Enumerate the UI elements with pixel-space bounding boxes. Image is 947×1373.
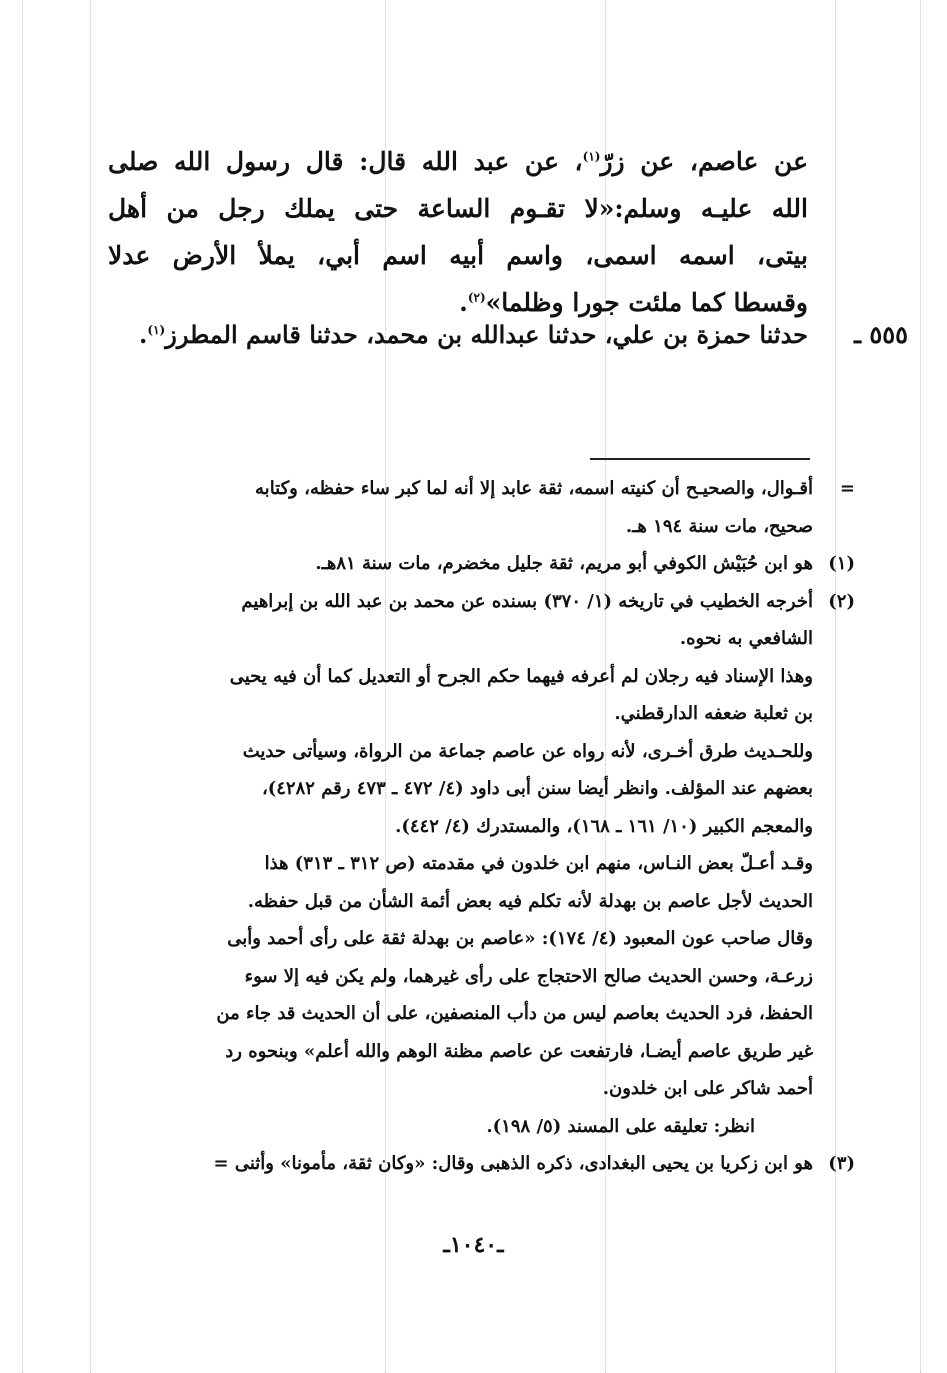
hadith-number: ٥٥٥ ـ <box>853 320 908 349</box>
footnote-line: وللحـديث طرق أخـرى، لأنه رواه عن عاصم جماعة من الرواة، وسيأتى حديث <box>242 740 813 762</box>
footnote-line: زرعـة، وحسن الحديث صالح الاحتجاج على رأى غيرهما، ولم يكن فيه إلا سوء <box>244 965 813 987</box>
scan-guide-line <box>22 0 23 1373</box>
main-line-3: بيتى، اسمه اسمى، واسم أبيه اسم أبي، يملأ الأرض عدلا <box>108 241 808 270</box>
footnote-3 <box>108 1145 855 1183</box>
footnote-marker: (١) <box>828 553 855 574</box>
footnote-line: والمعجم الكبير (١٠/ ١٦١ ـ ١٦٨)، والمستدرك (٤/ ٤٤٢). <box>395 815 813 837</box>
main-line-2: الله عليـه وسلم:«لا تقـوم الساعة حتى يملك رجل من أهل <box>108 194 808 223</box>
footnote-line: بعضهم عند المؤلف. وانظر أيضا سنن أبى داود (٤/ ٤٧٢ ـ ٤٧٣ رقم ٤٢٨٢)، <box>261 778 813 799</box>
footnote-marker: (٢) <box>828 590 855 612</box>
footnote-ref-2[interactable]: (٢) <box>467 290 486 305</box>
hadith-555: ٥٥٥ ـ حدثنا حمزة بن علي، حدثنا عبدالله بن محمد، حدثنا قاسم المطرز$^{(١)}$. <box>108 312 808 358</box>
footnote-line: وقال صاحب عون المعبود (٤/ ١٧٤): «عاصم بن بهدلة ثقة على رأى أحمد وأبى <box>227 928 813 949</box>
footnote-ref-3[interactable]: (١) <box>147 323 166 337</box>
footnote-line: هو ابن حُبَيْش الكوفي أبو مريم، ثقة جليل مخضرم، مات سنة ٨١هـ. <box>315 553 813 574</box>
footnotes-section <box>108 470 855 1183</box>
footnote-line: أخرجه الخطيب في تاريخه (١/ ٣٧٠) بسنده عن محمد بن عبد الله بن إبراهيم <box>241 590 813 612</box>
footnote-ref-1[interactable]: (١) <box>582 149 601 164</box>
footnote-line: هو ابن زكريا بن يحيى البغدادى، ذكره الذهبى وقال: «وكان ثقة، مأمونا» وأثنى = <box>213 1153 813 1174</box>
footnote-closing-line: انظر: تعليقه على المسند (٥/ ١٩٨). <box>486 1115 755 1137</box>
footnote-line: الشافعي به نحوه. <box>679 628 813 649</box>
footnote-line: الحديث لأجل عاصم بن بهدلة لأنه تكلم فيه بعض أئمة الشأن من قبل حفظه. <box>247 890 813 912</box>
footnote-2 <box>108 583 855 1146</box>
main-line-1: عن عاصم، عن زرّ$^{(١)}$، عن عبد الله قال: قال رسول الله صلى <box>108 147 808 176</box>
footnote-line: أحمد شاكر على ابن خلدون. <box>602 1078 813 1099</box>
hadith-555-text: حدثنا حمزة بن علي، حدثنا عبدالله بن محمد، حدثنا قاسم المطرز <box>165 320 808 349</box>
footnote-line: بن ثعلبة ضعفه الدارقطني. <box>614 703 813 724</box>
scan-guide-line <box>920 0 921 1373</box>
page-number: ـ١٠٤٠ـ <box>443 1232 504 1258</box>
main-text-block <box>108 138 808 326</box>
footnote-line: وهذا الإسناد فيه رجلان لم أعرفه فيهما حكم الجرح أو التعديل كما أن فيه يحيى <box>229 665 813 687</box>
footnote-marker: (٣) <box>828 1153 855 1174</box>
main-line-4: وقسطا كما ملئت جورا وظلما»$^{(٢)}$. <box>459 288 808 317</box>
scan-guide-line <box>90 0 91 1373</box>
footnote-marker: = <box>839 478 855 499</box>
footnote-line: أقـوال، والصحيـح أن كنيته اسمه، ثقة عابد إلا أنه لما كبر ساء حفظه، وكتابه <box>255 478 813 499</box>
footnote-line: صحيح، مات سنة ١٩٤ هـ. <box>625 515 813 537</box>
footnote-line: وقـد أعـلّ بعض النـاس، منهم ابن خلدون في مقدمته (ص ٣١٢ ـ ٣١٣) هذا <box>264 853 813 874</box>
footnote-1 <box>108 545 855 583</box>
footnote-line: غير طريق عاصم أيضـا، فارتفعت عن عاصم مظنة الوهم والله أعلم» وبنحوه رد <box>225 1040 813 1062</box>
footnote-continued <box>108 470 855 545</box>
footnote-line: الحفظ، فرد الحديث بعاصم ليس من دأب المنصفين، على أن الحديث قد جاء من <box>216 1003 813 1024</box>
footnote-divider <box>590 458 810 460</box>
